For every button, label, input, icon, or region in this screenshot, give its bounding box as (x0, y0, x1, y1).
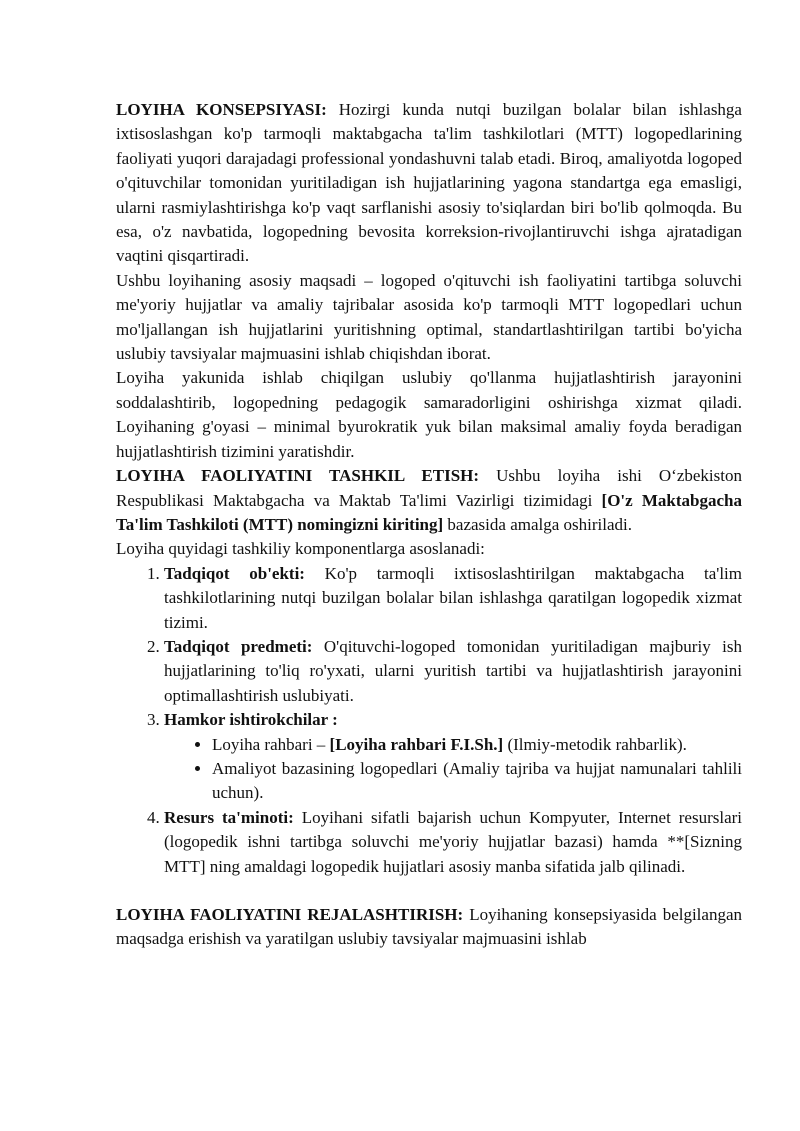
partner-item-logopeds (212, 757, 742, 806)
component-text: Loyihani sifatli bajarish uchun Kompyuter, Internet resurslari (logopedik ishni tartibga soluvchi me'yoriy hujjatlar bazasi) hamda **[Sizning MTT] ning amaldagi logopedik hujjatlari asosiy manba sifatida jalb qilinadi. (164, 807, 742, 876)
components-intro: Loyiha quyidagi tashkiliy komponentlarga asoslanadi: (116, 539, 485, 559)
partners-list (164, 733, 742, 806)
component-item-object (164, 562, 742, 635)
component-text: O'qituvchi-logoped tomonidan yuritiladigan majburiy ish hujjatlarining to'liq ro'yxati, ularni yuritish tartibi va hujjatlashtirish jarayonini optimallashtirish uslubiyati. (164, 636, 742, 705)
partner-item-leader (212, 733, 742, 757)
planning-text: Loyihaning konsepsiyasida belgilangan maqsadga erishish va yaratilgan uslubiy tavsiyalar majmuasini ishlab (116, 905, 742, 949)
organization-paragraph (116, 464, 742, 537)
organization-text-after: bazasida amalga oshiriladi. (443, 514, 632, 534)
organization-text-before: Ushbu loyiha ishi O‘zbekiston Respublikasi Maktabgacha va Maktab Ta'limi Vazirligi tizimidagi (116, 466, 742, 510)
partner-text-before: Loyiha rahbari – (212, 734, 330, 754)
concept-heading: LOYIHA KONSEPSIYASI: (116, 100, 327, 119)
component-item-subject (164, 635, 742, 708)
component-label: Resurs ta'minoti: (164, 807, 294, 827)
component-label: Tadqiqot predmeti: (164, 636, 313, 656)
partner-placeholder: [Loyiha rahbari F.I.Sh.] (329, 734, 504, 754)
component-item-partners (164, 708, 742, 806)
organization-placeholder: [O'z Maktabgacha Ta'lim Tashkiloti (MTT) nomingizni kiriting] (116, 490, 742, 534)
aim-paragraph: Ushbu loyihaning asosiy maqsadi – logoped o'qituvchi ish faoliyatini tartibga soluvchi me'yoriy hujjatlar va amaliy tajribalar asosida ko'p tarmoqli MTT logopedlari uchun mo'ljallangan ish hujjatlarini yuritishning optimal, standartlashtirilgan tartibi bo'yicha uslubiy tavsiyalar majmuasini ishlab chiqishdan iborat. (116, 270, 742, 364)
partner-text-before: Amaliyot bazasining logopedlari (Amaliy tajriba va hujjat namunalari tahlili uchun). (212, 758, 742, 803)
organization-heading: LOYIHA FAOLIYATINI TASHKIL ETISH: (116, 466, 480, 486)
concept-text: Hozirgi kunda nutqi buzilgan bolalar bilan ishlashga ixtisoslashgan ko'p tarmoqli maktabgacha ta'lim tashkilotlari (MTT) logopedlarining faoliyati yuqori darajadagi professional yondashuvni talab etadi. Biroq, amaliyotda logoped o'qituvchilar tomonidan yuritiladigan ish hujjatlarining yagona standartga ega emasligi, ularni rasmiylashtirishga ko'p vaqt sarflanishi asosiy to'siqlardan biri bo'lib qolmoqda. Bu esa, o'z navbatida, logopedning bevosita korreksion-rivojlantiruvchi ishga ajratadigan vaqtini qisqartiradi. (116, 100, 742, 266)
component-item-resources (164, 806, 742, 879)
components-list (116, 562, 742, 879)
component-label: Hamkor ishtirokchilar : (164, 710, 338, 730)
planning-heading: LOYIHA FAOLIYATINI REJALASHTIRISH: (116, 905, 464, 924)
partner-text-after: (Ilmiy-metodik rahbarlik). (503, 734, 687, 754)
component-text: Ko'p tarmoqli ixtisoslashtirilgan maktabgacha ta'lim tashkilotlarining nutqi buzilgan bolalar bilan ishlashga qaratilgan logopedik xizmat tizimi. (164, 563, 743, 632)
planning-paragraph (116, 903, 742, 952)
result-paragraph: Loyiha yakunida ishlab chiqilgan uslubiy qo'llanma hujjatlashtirish jarayonini soddalashtirib, logopedning pedagogik samaradorligini oshirishga xizmat qiladi. Loyihaning g'oyasi – minimal byurokratik yuk bilan maksimal amaliy foyda beradigan hujjatlashtirish tizimini yaratishdir. (116, 368, 742, 461)
concept-paragraph (116, 98, 742, 269)
paragraph-gap (116, 879, 742, 903)
component-label: Tadqiqot ob'ekti: (164, 563, 305, 583)
